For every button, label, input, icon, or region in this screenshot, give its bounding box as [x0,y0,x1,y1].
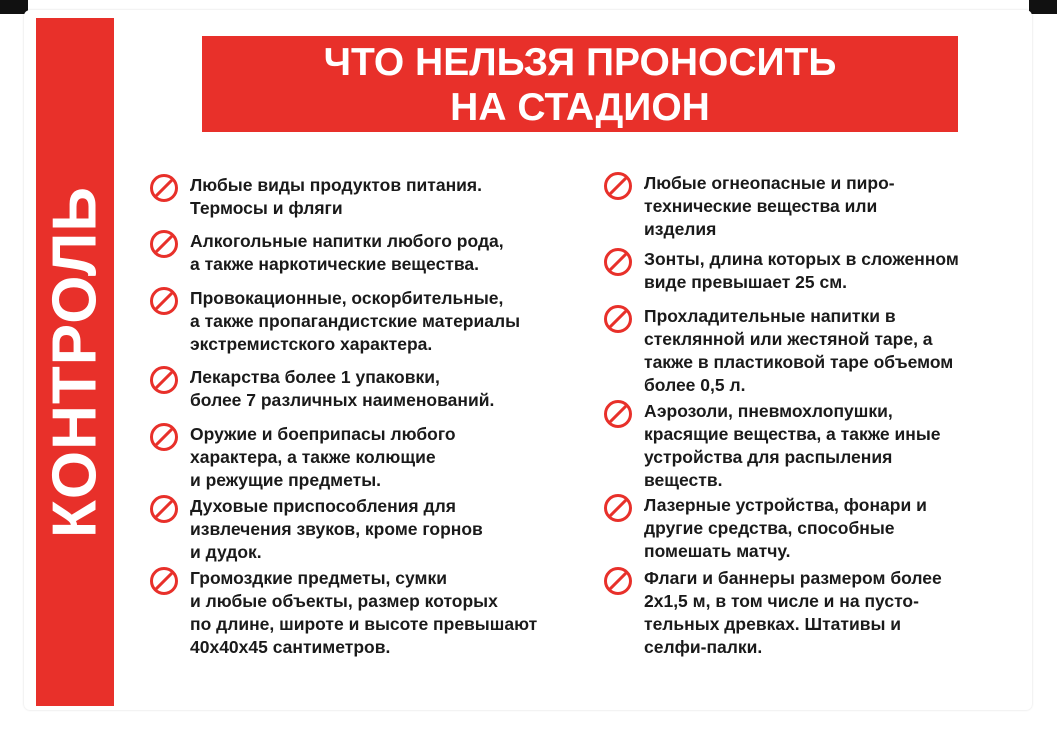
list-item-left-5 [148,423,456,492]
list-item-text: Аэрозоли, пневмохлопушки, красящие вещества, а также иные устройства для распыления веществ. [644,401,941,490]
list-item-text: Духовые приспособления для извлечения звуков, кроме горнов и дудок. [190,496,483,562]
prohibition-icon [148,421,180,453]
list-item-text: Лекарства более 1 упаковки, более 7 различных наименований. [190,367,495,410]
prohibition-icon [148,493,180,525]
prohibition-icon [602,246,634,278]
list-item-text: Провокационные, оскорбительные, а также пропагандистские материалы экстремистского характера. [190,288,521,354]
corner-mark-right [1029,0,1057,14]
prohibition-icon [602,492,634,524]
list-item-text: Прохладительные напитки в стеклянной или жестяной таре, а также в пластиковой таре объемом более 0,5 л. [644,306,954,395]
prohibition-icon [148,565,180,597]
list-item-text: Оружие и боеприпасы любого характера, а также колющие и режущие предметы. [190,424,456,490]
list-item-right-2 [602,248,959,294]
side-band [36,18,114,706]
list-item-text: Алкогольные напитки любого рода, а также наркотические вещества. [190,231,504,274]
list-item-right-4 [602,400,941,492]
list-item-text: Флаги и баннеры размером более 2x1,5 м, в том числе и на пусто- тельных древках. Штативы и селфи-палки. [644,568,942,657]
list-item-left-4 [148,366,494,412]
list-item-right-1 [602,172,895,241]
prohibition-icon [148,172,180,204]
list-item-left-1 [148,174,482,220]
list-item-left-2 [148,230,504,276]
corner-mark-left [0,0,28,14]
prohibition-icon [602,565,634,597]
notice-card [24,10,1032,710]
list-item-right-6 [602,567,942,659]
list-item-text: Любые виды продуктов питания. Термосы и фляги [190,175,482,218]
title-line-1: ЧТО НЕЛЬЗЯ ПРОНОСИТЬ [323,41,837,84]
title-line-2: НА СТАДИОН [450,86,710,129]
prohibition-icon [148,228,180,260]
prohibition-icon [602,303,634,335]
list-item-left-6 [148,495,483,564]
list-item-text: Зонты, длина которых в сложенном виде превышает 25 см. [644,249,959,292]
list-item-text: Любые огнеопасные и пиро- технические вещества или изделия [644,173,895,239]
prohibition-icon [148,285,180,317]
list-item-left-7 [148,567,537,659]
prohibition-icon [148,364,180,396]
prohibition-icon [602,170,634,202]
prohibition-icon [602,398,634,430]
list-item-right-3 [602,305,953,397]
title-banner [202,36,958,132]
side-label: КОНТРОЛЬ [40,186,110,538]
list-item-left-3 [148,287,520,356]
list-item-right-5 [602,494,927,563]
list-item-text: Громоздкие предметы, сумки и любые объекты, размер которых по длине, широте и высоте превышают 40x40x45 сантиметров. [190,568,538,657]
list-item-text: Лазерные устройства, фонари и другие средства, способные помешать матчу. [644,495,927,561]
